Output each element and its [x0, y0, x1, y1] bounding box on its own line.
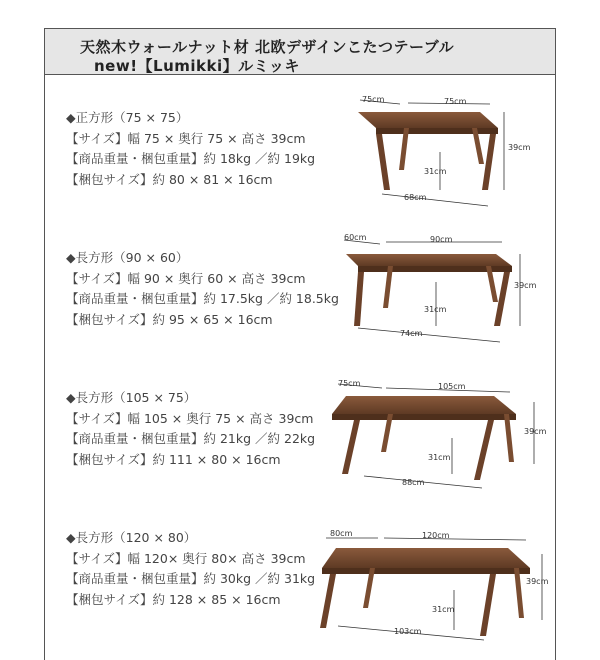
table-diagram-90x60	[336, 228, 550, 348]
table-leg	[376, 134, 390, 190]
depth-label: 75cm	[362, 95, 385, 104]
product-spec-square-75	[66, 108, 315, 190]
product-spec-rect-120x80	[66, 528, 315, 610]
product-title: ◆長方形（120 × 80）	[66, 530, 197, 545]
product-size: 【サイズ】幅 75 × 奥行 75 × 高さ 39cm	[66, 130, 306, 146]
table-leg	[399, 128, 409, 170]
leg-height-label: 31cm	[432, 605, 455, 614]
leg-height-label: 31cm	[428, 453, 451, 462]
tabletop	[346, 254, 512, 266]
table-leg	[482, 134, 496, 190]
leg-height-label: 31cm	[424, 167, 447, 176]
product-title: ◆長方形（105 × 75）	[66, 390, 197, 405]
table-leg	[383, 266, 393, 308]
table-diagram-120x80	[318, 524, 550, 650]
base-width-label: 74cm	[400, 329, 423, 338]
base-width-label: 88cm	[402, 478, 425, 487]
table-leg	[320, 574, 336, 628]
base-width-label: 103cm	[394, 627, 422, 636]
product-size: 【サイズ】幅 120× 奥行 80× 高さ 39cm	[66, 550, 306, 566]
leg-height-label: 31cm	[424, 305, 447, 314]
tabletop-edge	[332, 414, 516, 420]
width-label: 120cm	[422, 531, 450, 540]
product-spec-rect-105x75	[66, 388, 315, 470]
product-size: 【サイズ】幅 105 × 奥行 75 × 高さ 39cm	[66, 410, 314, 426]
height-label: 39cm	[508, 143, 531, 152]
table-leg	[342, 420, 360, 474]
page-title-line2: new!【Lumikki】ルミッキ	[94, 57, 300, 75]
depth-label: 60cm	[344, 233, 367, 242]
page-title-line1: 天然木ウォールナット材 北欧デザインこたつテーブル	[80, 38, 455, 56]
tabletop-edge	[322, 568, 530, 574]
product-package: 【梱包サイズ】約 95 × 65 × 16cm	[66, 311, 273, 327]
base-width-label: 68cm	[404, 193, 427, 202]
product-weight: 【商品重量・梱包重量】約 21kg ／約 22kg	[66, 431, 316, 446]
tabletop	[322, 548, 530, 568]
product-title: ◆正方形（75 × 75）	[66, 110, 189, 125]
table-leg	[474, 420, 494, 480]
product-title: ◆長方形（90 × 60）	[66, 250, 189, 265]
height-label: 39cm	[526, 577, 549, 586]
product-weight: 【商品重量・梱包重量】約 17.5kg ／約 18.5kg	[66, 291, 339, 306]
tabletop	[358, 112, 498, 128]
product-package: 【梱包サイズ】約 111 × 80 × 16cm	[66, 451, 281, 467]
product-package: 【梱包サイズ】約 80 × 81 × 16cm	[66, 171, 273, 187]
tabletop-edge	[376, 128, 498, 134]
width-label: 75cm	[444, 97, 467, 106]
depth-label: 80cm	[330, 529, 353, 538]
table-leg	[354, 272, 364, 326]
table-leg	[504, 414, 514, 462]
table-leg	[480, 574, 496, 636]
product-package: 【梱包サイズ】約 128 × 85 × 16cm	[66, 591, 281, 607]
width-label: 105cm	[438, 382, 466, 391]
height-label: 39cm	[514, 281, 537, 290]
table-diagram-75x75	[340, 90, 550, 210]
depth-label: 75cm	[338, 379, 361, 388]
product-size: 【サイズ】幅 90 × 奥行 60 × 高さ 39cm	[66, 270, 306, 286]
product-spec-rect-90x60	[66, 248, 339, 330]
product-weight: 【商品重量・梱包重量】約 18kg ／約 19kg	[66, 151, 316, 166]
table-leg	[514, 568, 524, 618]
table-diagram-105x75	[328, 372, 550, 496]
product-weight: 【商品重量・梱包重量】約 30kg ／約 31kg	[66, 571, 316, 586]
tabletop	[332, 396, 516, 414]
height-label: 39cm	[524, 427, 547, 436]
width-label: 90cm	[430, 235, 453, 244]
